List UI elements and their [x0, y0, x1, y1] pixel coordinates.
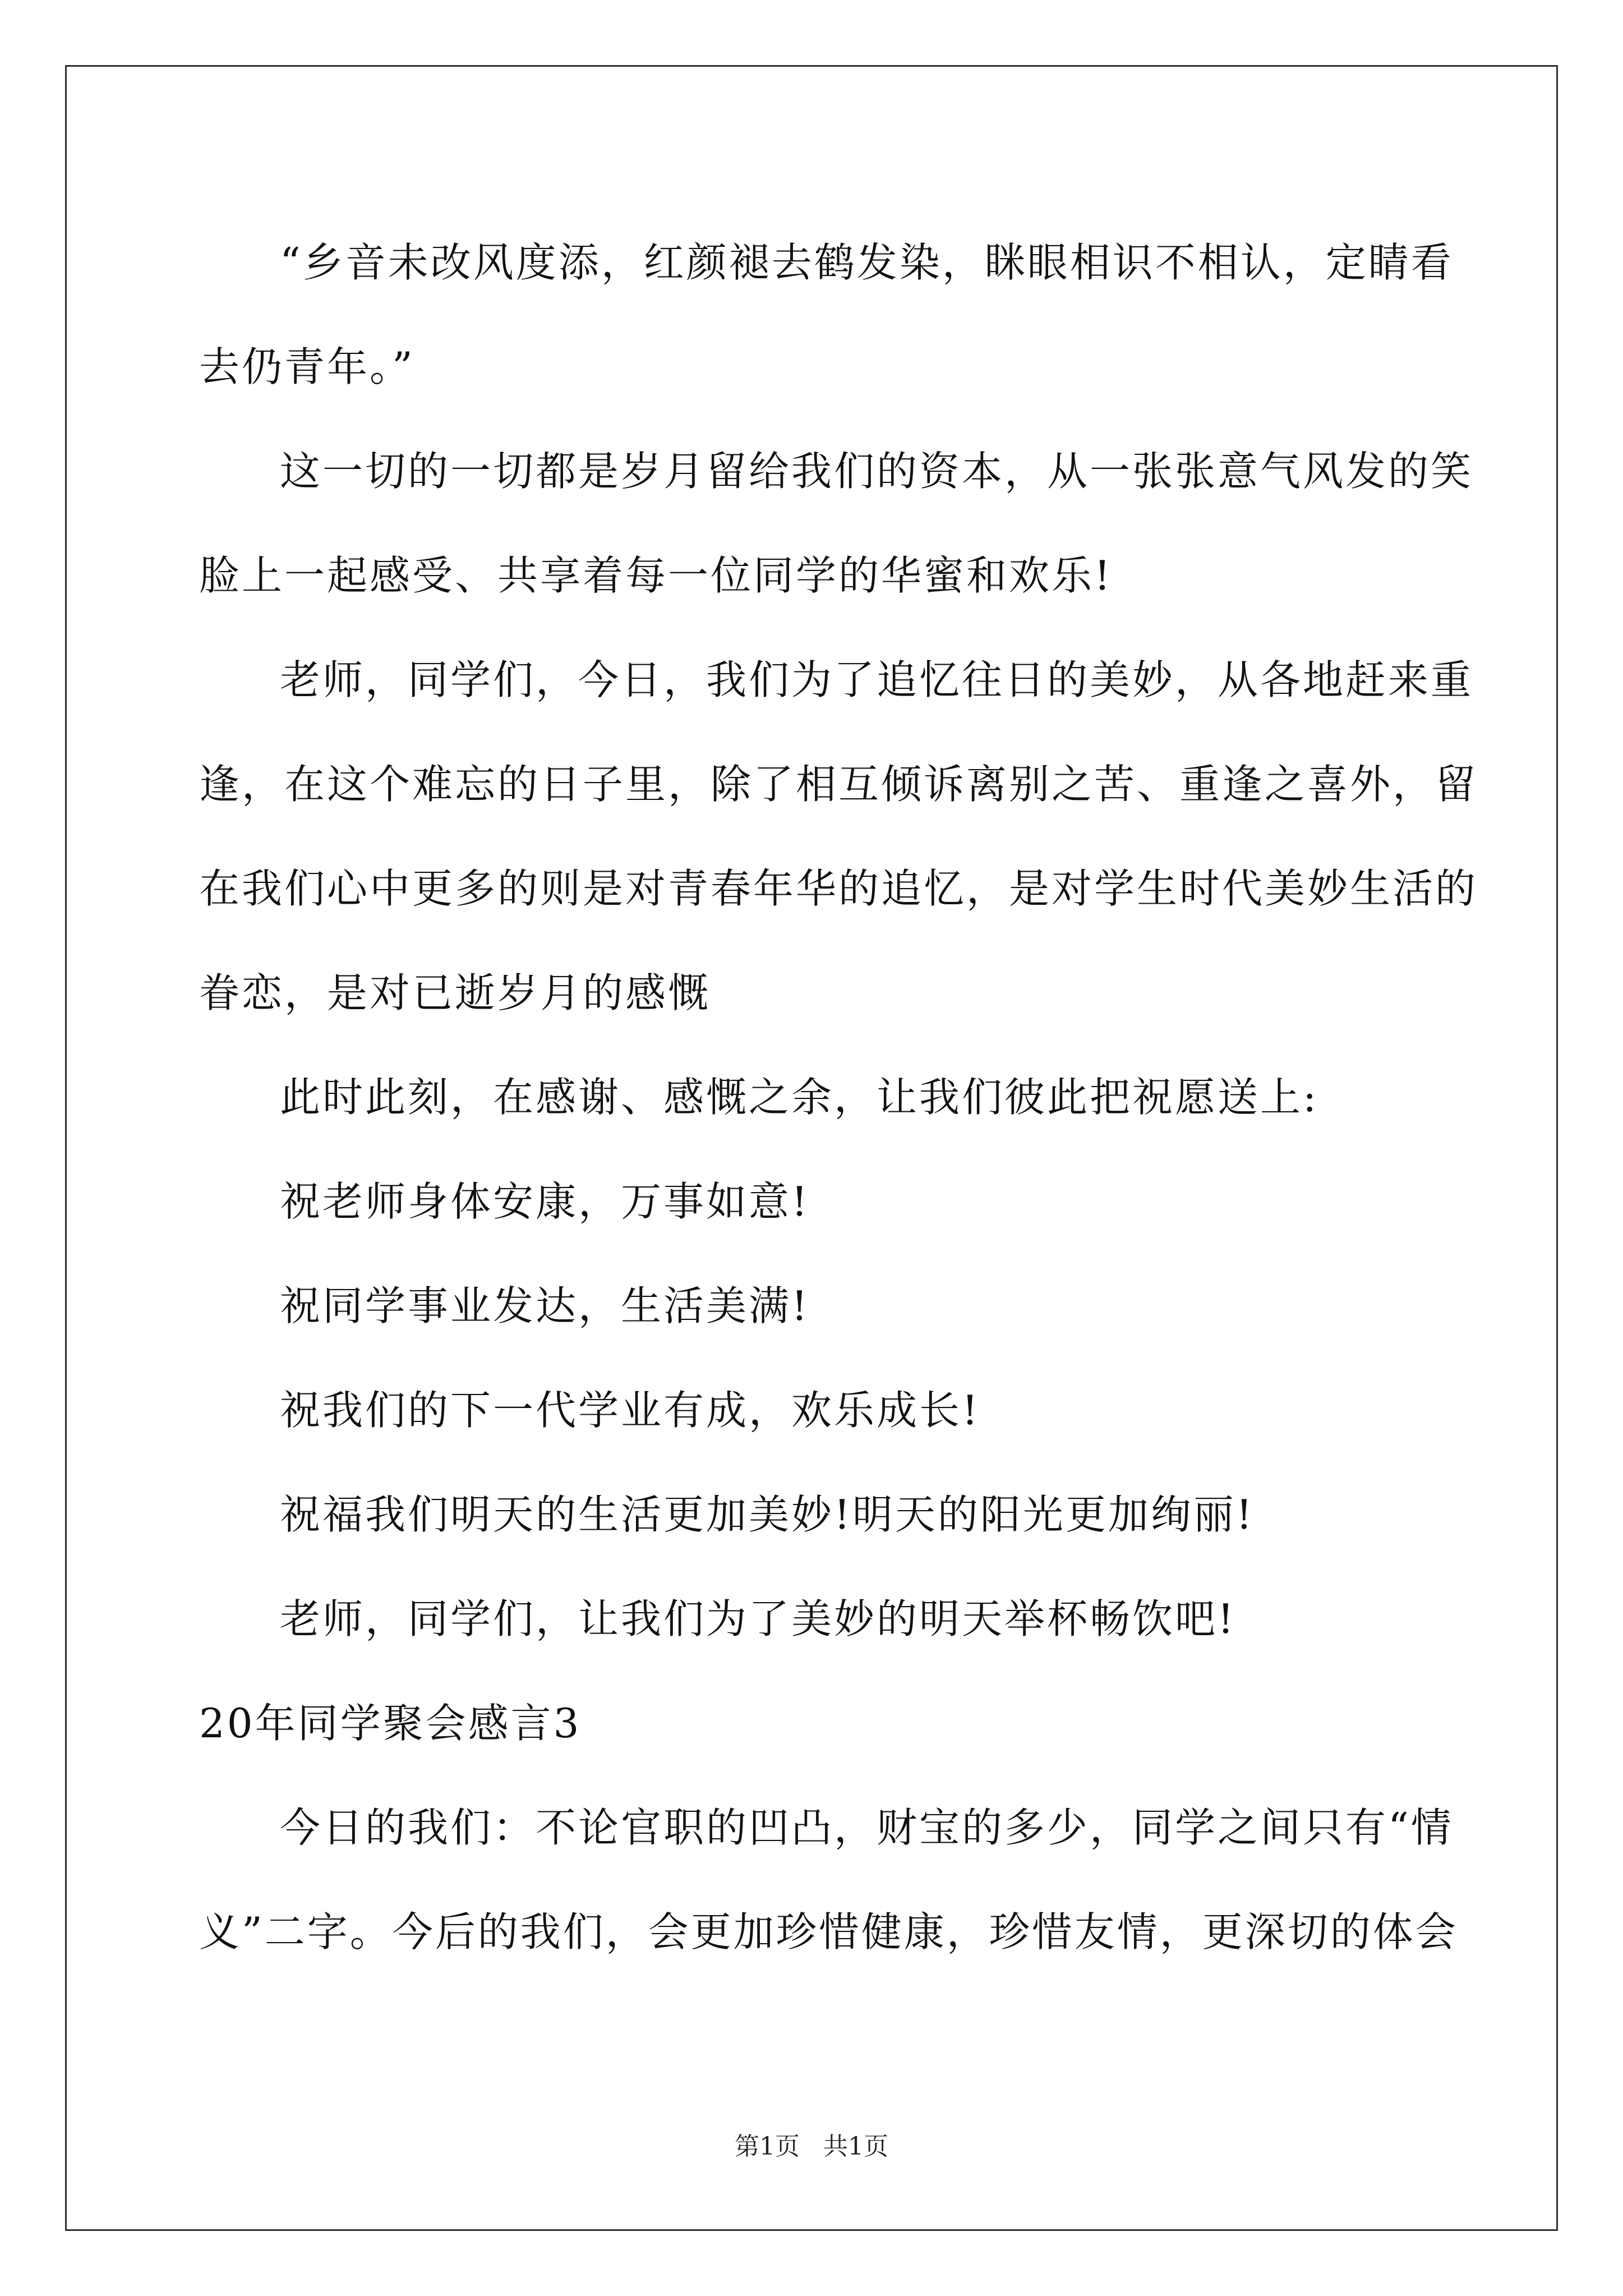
text-line: 祝福我们明天的生活更加美妙!明天的阳光更加绚丽!	[280, 1491, 1255, 1538]
text-line: 在我们心中更多的则是对青春年华的追忆，是对学生时代美妙生活的	[199, 865, 1478, 912]
text-line: 义”二字。今后的我们，会更加珍惜健康，珍惜友情，更深切的体会	[199, 1908, 1458, 1955]
text-line: 今日的我们：不论官职的凹凸，财宝的多少，同学之间只有“情	[280, 1804, 1454, 1851]
text-line: 去仍青年。”	[199, 343, 415, 390]
text-line: 逢，在这个难忘的日子里，除了相互倾诉离别之苦、重逢之喜外，留	[199, 761, 1478, 808]
text-line: 祝同学事业发达，生活美满!	[280, 1282, 810, 1329]
page-total: 共1页	[823, 2132, 888, 2161]
page-number: 第1页	[735, 2132, 800, 2161]
section-heading: 20年同学聚会感言3	[199, 1700, 582, 1747]
text-line: 这一切的一切都是岁月留给我们的资本，从一张张意气风发的笑	[280, 448, 1474, 495]
text-line: 老师，同学们，今日，我们为了追忆往日的美妙，从各地赶来重	[280, 656, 1474, 703]
text-line: 脸上一起感受、共享着每一位同学的华蜜和欢乐!	[199, 552, 1113, 599]
text-line: 眷恋，是对已逝岁月的感慨	[199, 969, 711, 1016]
document-body	[199, 210, 1478, 1984]
text-line: 祝老师身体安康，万事如意!	[280, 1178, 810, 1225]
page-footer	[0, 2126, 1623, 2162]
text-line: “乡音未改风度添，红颜褪去鹤发染，眯眼相识不相认，定睛看	[280, 239, 1454, 286]
text-line: 此时此刻，在感谢、感慨之余，让我们彼此把祝愿送上:	[280, 1074, 1319, 1121]
text-line: 祝我们的下一代学业有成，欢乐成长!	[280, 1387, 980, 1434]
text-line: 老师，同学们，让我们为了美妙的明天举杯畅饮吧!	[280, 1595, 1236, 1642]
